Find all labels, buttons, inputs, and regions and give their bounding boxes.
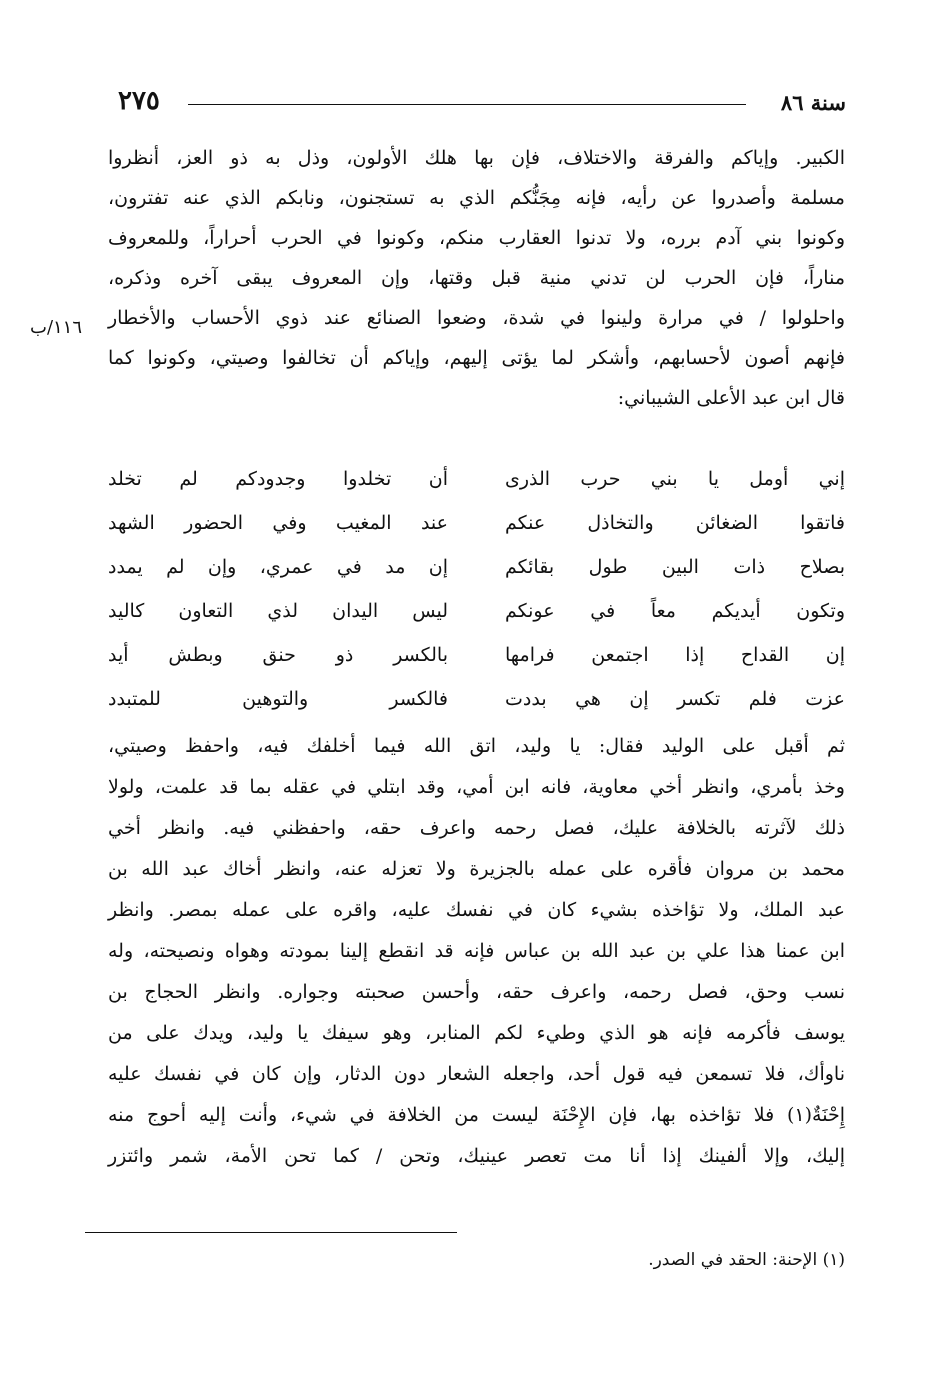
poem-verse bbox=[108, 678, 845, 720]
verse-second-hemistich: أن تخلدوا وجدودكم لم تخلد bbox=[108, 468, 448, 490]
text-line: محمد بن مروان فأقره على عمله بالجزيرة ولا تعزله عنه، وانظر أخاك عبد الله بن bbox=[108, 858, 845, 880]
poem-verse bbox=[108, 458, 845, 500]
text-line: مسلمة وأصدروا عن رأيه، فإنه مِجَنُّكم الذي به تستجنون، ونابكم الذي عنه تفترون، bbox=[108, 187, 845, 209]
verse-first-hemistich: بصلاح ذات البين طول بقائكم bbox=[505, 556, 845, 578]
text-line: ناوأك، فلا تسمعن فيه قول أحد، واجعله الشعار دون الدثار، وإن كان في نفسك عليه bbox=[108, 1063, 845, 1085]
footnote-rule bbox=[85, 1232, 457, 1233]
poem-verse bbox=[108, 546, 845, 588]
footnote: (١) الإحنة: الحقد في الصدر. bbox=[648, 1250, 845, 1270]
page-number: ٢٧٥ bbox=[118, 86, 160, 116]
poem-verse bbox=[108, 634, 845, 676]
page-header bbox=[118, 82, 846, 118]
verse-first-hemistich: إني أومل يا بني حرب الذرى bbox=[505, 468, 845, 490]
header-rule bbox=[188, 104, 746, 105]
verse-first-hemistich: عزت فلم تكسر إن هي بددت bbox=[505, 688, 845, 710]
text-line: الكبير. وإياكم والفرقة والاختلاف، فإن بها هلك الأولون، وذل به ذو العز، أنظروا bbox=[108, 147, 845, 169]
text-line: قال ابن عبد الأعلى الشيباني: bbox=[617, 387, 845, 409]
verse-second-hemistich: ليس اليدان لذي التعاون كاليد bbox=[108, 600, 448, 622]
poem-verse bbox=[108, 590, 845, 632]
verse-first-hemistich: فاتقوا الضغائن والتخاذل عنكم bbox=[505, 512, 845, 534]
text-line: مناراً، فإن الحرب لن تدني منية قبل وقتها، وإن المعروف يبقى آخره وذكره، bbox=[108, 267, 845, 289]
running-head-year: سنة ٨٦ bbox=[780, 90, 846, 115]
text-line: وكونوا بني آدم برره، ولا تدنوا العقارب منكم، وكونوا في الحرب أحراراً، وللمعروف bbox=[108, 227, 845, 249]
text-line: واحلولوا / في مرارة ولينوا في شدة، وضعوا الصنائع عند ذوي الأحساب والأخطار bbox=[108, 307, 845, 329]
text-line: ابن عمنا هذا علي بن عبد الله بن عباس فإنه قد انقطع إلينا بمودته وهواه ونصيحته، وله bbox=[108, 940, 845, 962]
verse-first-hemistich: وتكون أيديكم معاً في عونكم bbox=[505, 600, 845, 622]
text-line: يوسف فأكرمه فإنه هو الذي وطيء لكم المنابر، وهو سيفك يا وليد، ويدك على من bbox=[108, 1022, 845, 1044]
verse-first-hemistich: إن القداح إذا اجتمعن فرامها bbox=[505, 644, 845, 666]
verse-second-hemistich: بالكسر ذو حنق وبطش أيد bbox=[108, 644, 448, 666]
text-line: وخذ بأمري، وانظر أخي معاوية، فانه ابن أمي، وقد ابتلي في عقله بما قد علمت، ولولا bbox=[108, 776, 845, 798]
text-line: ثم أقبل على الوليد فقال: يا وليد، اتق الله فيما أخلفك فيه، واحفظ وصيتي، bbox=[108, 735, 845, 757]
verse-second-hemistich: إن مد في عمري، وإن لم يمدد bbox=[108, 556, 448, 578]
text-line: عبد الملك، ولا تؤاخذه بشيء كان في نفسك عليه، واقره على عمله بمصر. وانظر bbox=[108, 899, 845, 921]
manuscript-folio-note: ١١٦/ب bbox=[30, 317, 83, 338]
poem bbox=[108, 458, 845, 720]
text-line: ذلك لآثرته بالخلافة عليك، فصل رحمه واعرف حقه، واحفظني فيه. وانظر أخي bbox=[108, 817, 845, 839]
verse-second-hemistich: عند المغيب وفي الحضور الشهد bbox=[108, 512, 448, 534]
verse-second-hemistich: فالكسر والتوهين للمتبدد bbox=[108, 688, 448, 710]
text-line: إِحْنَةٌ(١) فلا تؤاخذه بها، فإن الإِحْنَة ليست من الخلافة في شيء، وأنت إليه أحوج منه bbox=[108, 1104, 845, 1126]
poem-verse bbox=[108, 502, 845, 544]
text-line: نسب وحق، فصل رحمه، واعرف حقه، وأحسن صحبته وجواره. وانظر الحجاج بن bbox=[108, 981, 845, 1003]
text-line: فإنهم أصون لأحسابهم، وأشكر لما يؤتى إليهم، وإياكم أن تخالفوا وصيتي، وكونوا كما bbox=[108, 347, 845, 369]
text-line: إليك، وإلا ألفينك إذا أنا مت تعصر عينيك، وتحن / كما تحن الأمة، شمر وائتزر bbox=[108, 1145, 845, 1167]
